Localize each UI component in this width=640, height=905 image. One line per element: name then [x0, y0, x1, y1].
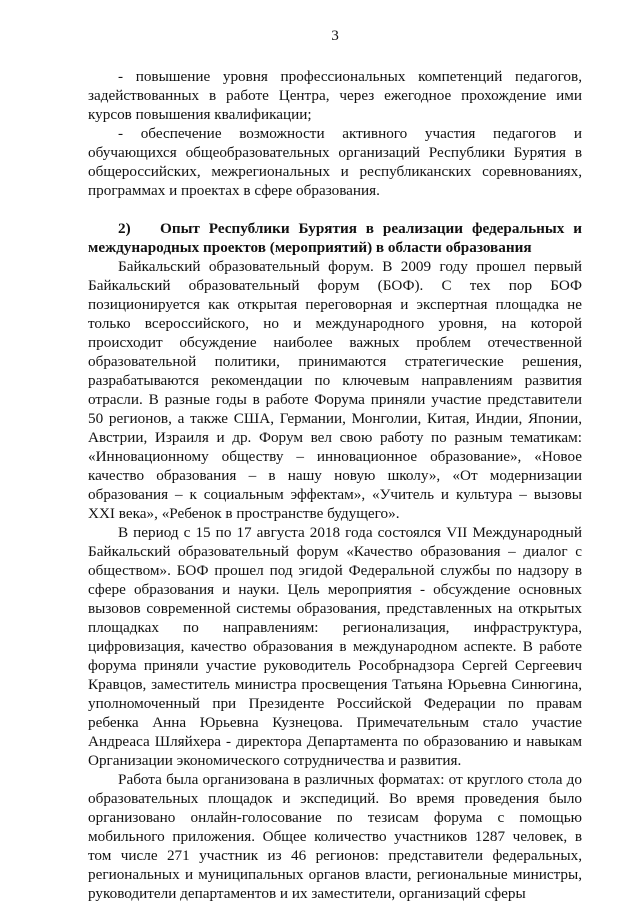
body-paragraph: Байкальский образовательный форум. В 2009 году прошел первый Байкальский образовательный форум (БОФ). С тех пор БОФ позиционируется как открытая переговорная и экспертная площадка не только всероссийского, но и международного уровня, на которой происходит обсуждение наиболее важных проблем отечественной образовательной политики, принимаются стратегические решения, разрабатываются рекомендации по ключевым направлениям развития отрасли. В разные годы в работе Форума приняли участие представители 50 регионов, а также США, Германии, Монголии, Китая, Индии, Японии, Австрии, Израиля и др. Форум вел свою работу по разным тематикам: «Инновационному обществу – инновационное образование», «Новое качество образования – в нашу новую школу», «От модернизации образования – к социальным эффектам», «Учитель и культура – вызовы XXI века», «Ребенок в пространстве будущего».: [88, 258, 582, 522]
section-heading: [88, 219, 582, 257]
body-paragraph: Работа была организована в различных форматах: от круглого стола до образовательных площадок и экспедиций. Во время проведения было организовано онлайн-голосование по тезисам форума с помощью мобильного приложения. Общее количество участников 1287 человек, в том числе 271 участник из 46 регионов: представители федеральных, региональных и муниципальных органов власти, региональные министры, руководители департаментов и их заместители, организаций сферы: [88, 771, 582, 902]
page-number: 3: [331, 27, 339, 44]
bullet-item: - повышение уровня профессиональных компетенций педагогов, задействованных в работе Центра, через ежегодное прохождение ими курсов повышения квалификации;: [88, 68, 582, 123]
bullet-item: - обеспечение возможности активного участия педагогов и обучающихся общеобразовательных организаций Республики Бурятия в общероссийских, межрегиональных и республиканских соревнованиях, программах и проектах в сфере образования.: [88, 125, 582, 199]
section-title: Опыт Республики Бурятия в реализации федеральных и международных проектов (мероприятий) в области образования: [88, 220, 582, 256]
section-number: 2): [118, 220, 131, 237]
body-paragraph: В период с 15 по 17 августа 2018 года состоялся VII Международный Байкальский образовательный форум «Качество образования – диалог с обществом». БОФ прошел под эгидой Федеральной службы по надзору в сфере образования и науки. Цель мероприятия - обсуждение основных вызовов современной системы образования, представленных на открытых площадках по направлениям: регионализация, инфраструктура, цифровизация, качество образования в международном аспекте. В работе форума приняли участие руководитель Рособрнадзора Сергей Сергеевич Кравцов, заместитель министра просвещения Татьяна Юрьевна Синюгина, уполномоченный при Президенте Российской Федерации по правам ребенка Анна Юрьевна Кузнецова. Примечательным стало участие Андреаса Шляйхера - директора Департамента по образованию и навыкам Организации экономического сотрудничества и развития.: [88, 524, 582, 769]
